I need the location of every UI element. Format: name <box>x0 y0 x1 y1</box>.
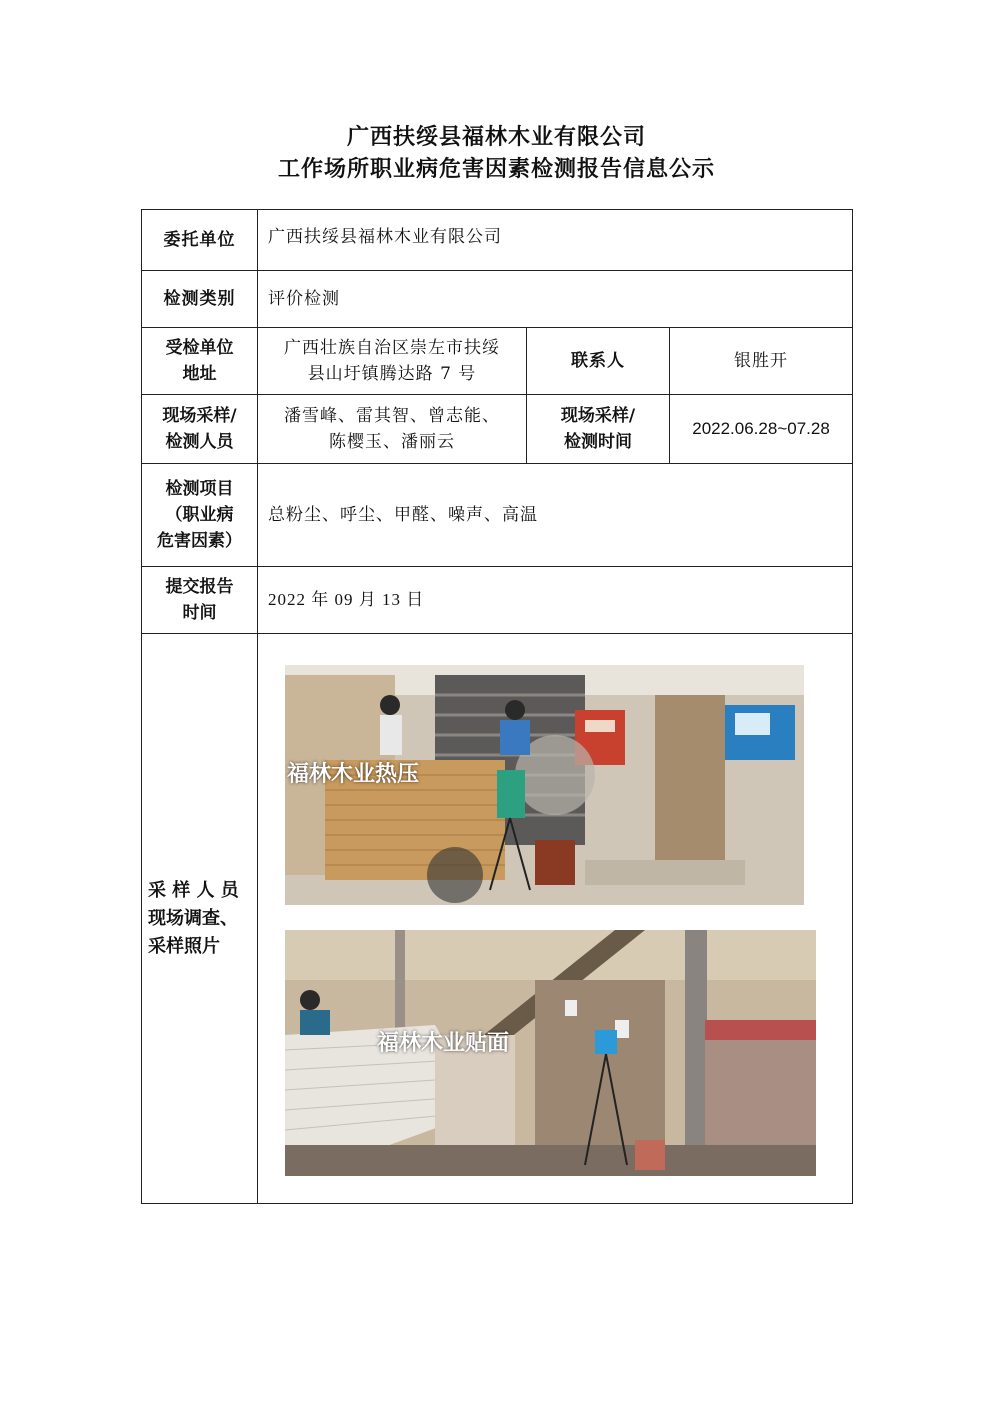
address-value-line2: 县山圩镇腾达路 7 号 <box>307 364 477 384</box>
photos-label-line1: 采 样 人 员 <box>148 879 239 901</box>
row-category <box>142 271 853 328</box>
items-value: 总粉尘、呼尘、甲醛、噪声、高温 <box>258 464 853 567</box>
row-items <box>142 464 853 567</box>
row-client <box>142 210 853 271</box>
title-line-2: 工作场所职业病危害因素检测报告信息公示 <box>277 157 715 182</box>
row-staff <box>142 395 853 464</box>
contact-label: 联系人 <box>527 328 670 395</box>
items-label-line2: （职业病 <box>165 505 234 525</box>
category-label: 检测类别 <box>142 271 258 328</box>
title-line-1: 广西扶绥县福林木业有限公司 <box>346 125 646 150</box>
items-label-line1: 检测项目 <box>165 479 234 499</box>
staff-label-line2: 检测人员 <box>165 432 234 452</box>
photos-label-line2: 现场调查、 <box>148 907 238 929</box>
client-value: 广西扶绥县福林木业有限公司 <box>258 210 853 271</box>
address-label-line2: 地址 <box>182 364 217 384</box>
staff-value <box>258 395 527 464</box>
row-address <box>142 328 853 395</box>
report-label <box>142 567 258 634</box>
photo-veneering-image <box>285 930 816 1176</box>
items-label-line3: 危害因素） <box>157 531 242 551</box>
category-value: 评价检测 <box>258 271 853 328</box>
photo-veneering-caption: 福林木业贴面 <box>377 1031 510 1056</box>
photos-cell <box>258 634 853 1204</box>
photo-veneering <box>285 930 816 1176</box>
time-label-line2: 检测时间 <box>564 432 632 452</box>
photos-label <box>142 634 258 1204</box>
staff-value-line2: 陈樱玉、潘丽云 <box>329 432 455 452</box>
report-label-line1: 提交报告 <box>165 577 234 597</box>
report-value: 2022 年 09 月 13 日 <box>258 567 853 634</box>
time-label <box>527 395 670 464</box>
time-label-line1: 现场采样/ <box>560 406 636 426</box>
photos-label-line3: 采样照片 <box>148 935 220 957</box>
time-value: 2022.06.28~07.28 <box>670 395 853 464</box>
items-label <box>142 464 258 567</box>
report-label-line2: 时间 <box>182 603 217 623</box>
staff-label <box>142 395 258 464</box>
staff-label-line1: 现场采样/ <box>162 406 237 426</box>
address-label <box>142 328 258 395</box>
client-label: 委托单位 <box>142 210 258 271</box>
staff-value-line1: 潘雪峰、雷其智、曾志能、 <box>284 406 500 426</box>
contact-value: 银胜开 <box>670 328 853 395</box>
photo-hot-press-caption: 福林木业热压 <box>287 762 420 787</box>
row-photos <box>142 634 853 1204</box>
address-value-line1: 广西壮族自治区崇左市扶绥 <box>284 338 500 358</box>
address-label-line1: 受检单位 <box>165 338 234 358</box>
address-value <box>258 328 527 395</box>
photo-hot-press <box>285 665 804 905</box>
row-report <box>142 567 853 634</box>
info-table <box>141 209 853 1204</box>
